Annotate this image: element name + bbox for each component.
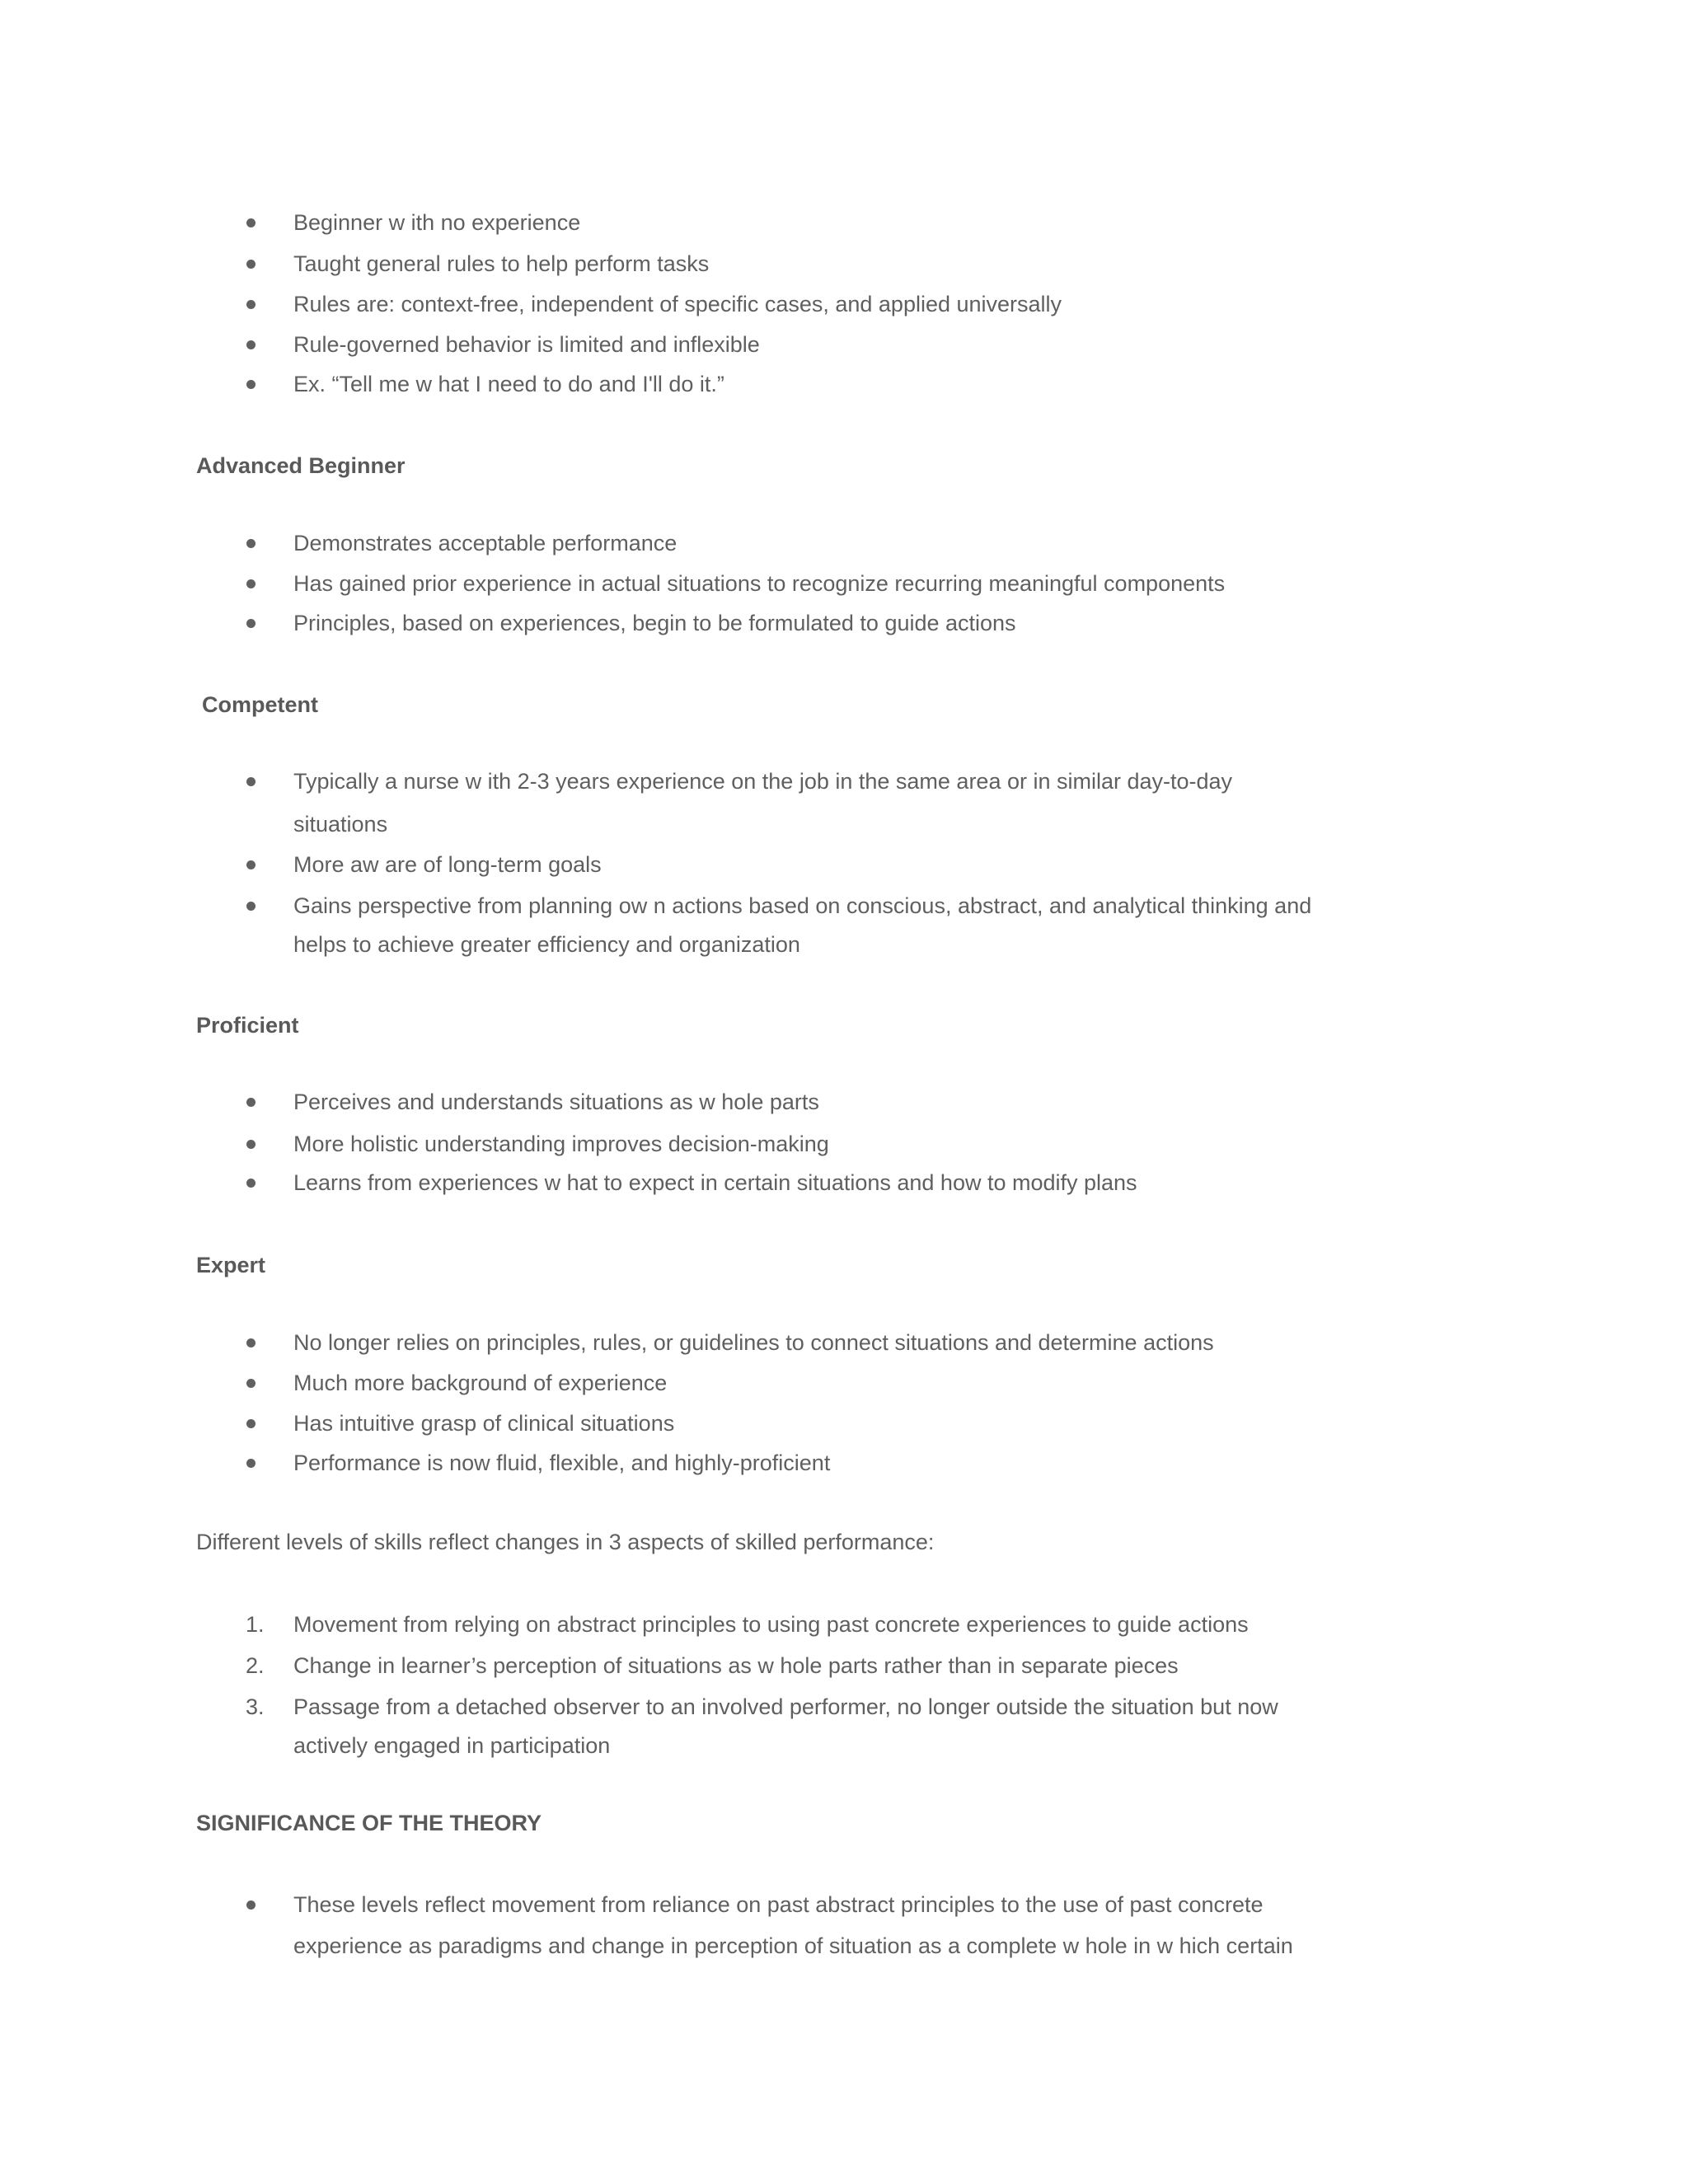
list-item-continuation: situations — [293, 812, 388, 837]
bullet-icon — [246, 777, 256, 786]
list-item: Has intuitive grasp of clinical situations — [293, 1411, 675, 1436]
bullet-icon — [246, 539, 256, 548]
bullet-icon — [246, 260, 256, 269]
list-item: Principles, based on experiences, begin to be formulated to guide actions — [293, 611, 1016, 635]
list-item: Change in learner’s perception of situations as w hole parts rather than in separate pieces — [293, 1653, 1179, 1678]
list-item-continuation: experience as paradigms and change in perception of situation as a complete w hole in w hich certain — [293, 1933, 1293, 1958]
bullet-icon — [246, 619, 256, 628]
bullet-icon — [246, 380, 256, 389]
section-heading-proficient: Proficient — [196, 1013, 299, 1038]
bullet-icon — [246, 1900, 256, 1910]
bullet-icon — [246, 1379, 256, 1388]
list-item: Taught general rules to help perform tasks — [293, 251, 710, 276]
section-heading-competent: Competent — [202, 692, 318, 717]
list-item: Ex. “Tell me w hat I need to do and I'll do it.” — [293, 372, 724, 396]
section-heading-significance: SIGNIFICANCE OF THE THEORY — [196, 1811, 542, 1835]
list-item: Typically a nurse w ith 2-3 years experience on the job in the same area or in similar day-to-day — [293, 769, 1233, 794]
list-number: 3. — [246, 1694, 265, 1719]
bullet-icon — [246, 1098, 256, 1107]
bullet-icon — [246, 1419, 256, 1428]
bullet-icon — [246, 1140, 256, 1149]
list-item: Passage from a detached observer to an involved performer, no longer outside the situation but now — [293, 1694, 1278, 1719]
bullet-icon — [246, 579, 256, 588]
bullet-icon — [246, 340, 256, 349]
list-item: Beginner w ith no experience — [293, 210, 581, 235]
list-item: Performance is now fluid, flexible, and highly-proficient — [293, 1451, 831, 1475]
list-number: 2. — [246, 1653, 265, 1678]
section-heading-advanced-beginner: Advanced Beginner — [196, 453, 406, 478]
bullet-icon — [246, 1179, 256, 1188]
section-heading-expert: Expert — [196, 1253, 266, 1277]
list-item-continuation: actively engaged in participation — [293, 1733, 611, 1758]
bullet-icon — [246, 860, 256, 869]
list-item: Learns from experiences w hat to expect in certain situations and how to modify plans — [293, 1170, 1137, 1195]
list-item: These levels reflect movement from reliance on past abstract principles to the use of past concrete — [293, 1892, 1264, 1917]
list-item: Gains perspective from planning ow n actions based on conscious, abstract, and analytical thinking and — [293, 893, 1312, 918]
aspects-intro-paragraph: Different levels of skills reflect changes in 3 aspects of skilled performance: — [196, 1530, 935, 1554]
list-item: Rules are: context-free, independent of specific cases, and applied universally — [293, 292, 1062, 316]
bullet-icon — [246, 1459, 256, 1468]
list-number: 1. — [246, 1612, 265, 1637]
list-item: More aw are of long-term goals — [293, 852, 602, 877]
list-item: Much more background of experience — [293, 1371, 668, 1395]
list-item: More holistic understanding improves decision-making — [293, 1132, 829, 1156]
bullet-icon — [246, 1338, 256, 1347]
bullet-icon — [246, 300, 256, 309]
bullet-icon — [246, 218, 256, 227]
list-item: Perceives and understands situations as w hole parts — [293, 1090, 819, 1114]
list-item-continuation: helps to achieve greater efficiency and organization — [293, 932, 800, 957]
list-item: Movement from relying on abstract principles to using past concrete experiences to guide actions — [293, 1612, 1249, 1637]
list-item: No longer relies on principles, rules, or guidelines to connect situations and determine actions — [293, 1330, 1214, 1355]
list-item: Rule-governed behavior is limited and inflexible — [293, 332, 760, 357]
bullet-icon — [246, 902, 256, 911]
list-item: Has gained prior experience in actual situations to recognize recurring meaningful components — [293, 571, 1226, 596]
list-item: Demonstrates acceptable performance — [293, 531, 678, 555]
